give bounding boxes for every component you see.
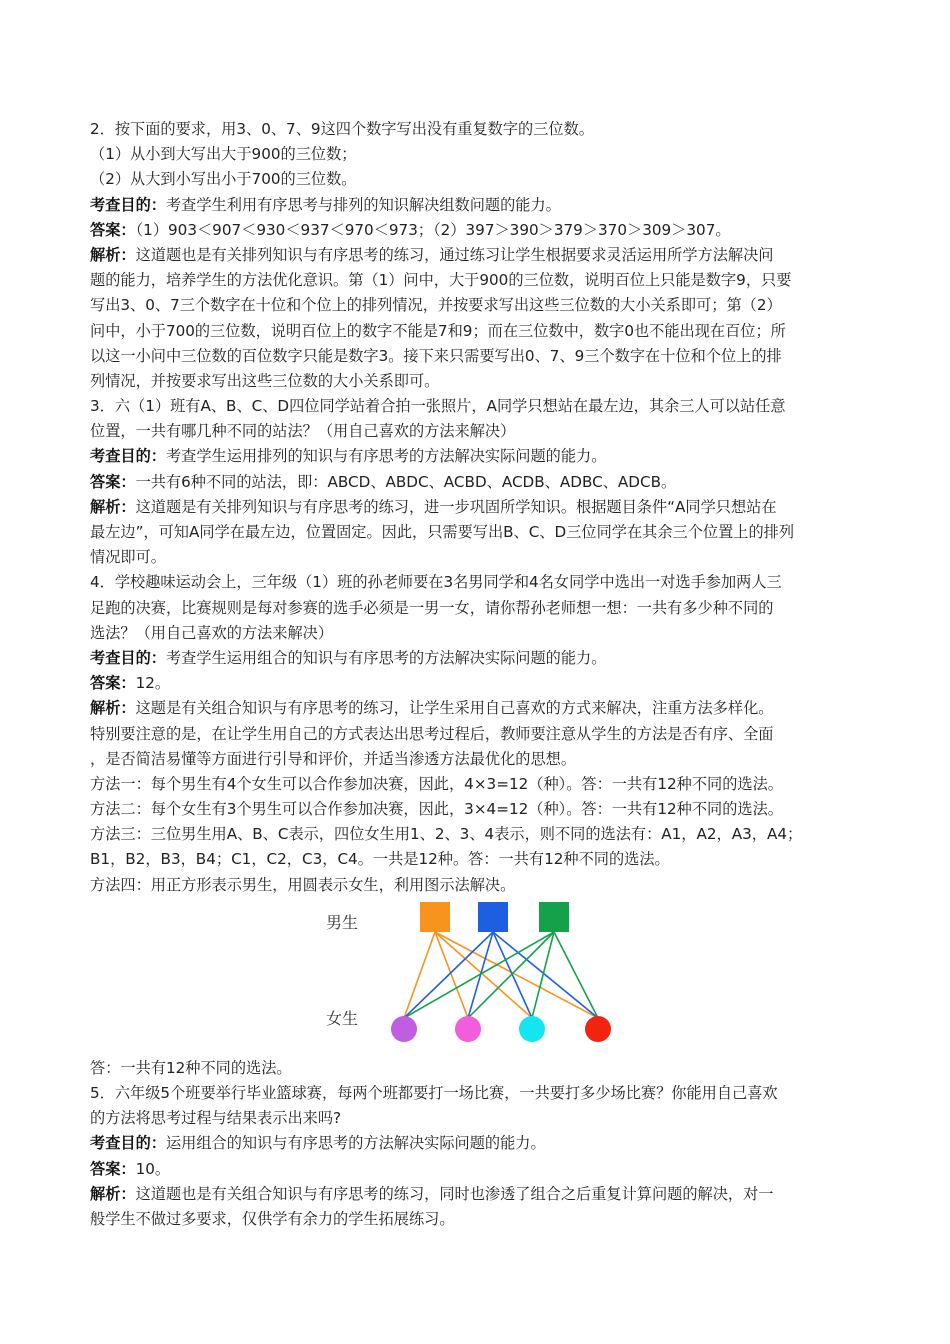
q5-stem-line: 的方法将思考过程与结果表示出来吗? [90,1109,342,1128]
girl-circle-2 [455,1016,481,1042]
girls-label: 女生 [326,1008,359,1028]
q4-answer [90,671,860,696]
girl-circle-1 [391,1016,417,1042]
q3-analysis-line: 最左边”，可知A同学在最左边，位置固定。因此，只需要写出B、C、D三位同学在其余三个位置上的排列 [90,523,795,541]
pairing-edge [404,932,435,1018]
q3-purpose-label: 考查目的： [90,447,166,466]
q5-purpose-text: 运用组合的知识与有序思考的方法解决实际问题的能力。 [165,1134,546,1153]
q3-answer-label: 答案： [90,472,136,491]
q5-analysis-line: 般学生不做过多要求，仅供学有余力的学生拓展练习。 [90,1209,455,1228]
q3-stem-line: 3．六（1）班有A、B、C、D四位同学站着合拍一张照片，A同学只想站在最左边，其余三人可以站任意 [90,397,786,416]
diagram-nodes [391,902,611,1042]
pairing-edge [493,932,598,1018]
q3-purpose-text: 考查学生运用排列的知识与有序思考的方法解决实际问题的能力。 [165,447,607,466]
q4-answer-label: 答案： [90,674,136,693]
q5-analysis-line [90,1182,860,1207]
girl-circle-3 [519,1016,545,1042]
q2-analysis-line: 列情况，并按要求写出这些三位数的大小关系即可。 [90,371,440,390]
q4-method-line: 方法四：用正方形表示男生，用圆表示女生，利用图示法解决。 [90,875,516,894]
q4-method-line: B1，B2，B3，B4；C1，C2，C3，C4。一共是12种。答：一共有12种不同的选法。 [90,850,670,869]
pairing-edge [435,932,468,1018]
q5-stem-line: 5．六年级5个班要举行毕业篮球赛，每两个班都要打一场比赛，一共要打多少场比赛？你能用自己喜欢 [90,1084,778,1102]
q5-purpose-label: 考查目的： [90,1134,166,1153]
q4-answer-text: 12。 [135,674,171,693]
q2-answer-label: 答案： [90,220,136,239]
q3-purpose [90,444,860,469]
q2-purpose [90,193,860,218]
boys-label: 男生 [326,912,359,932]
q2-purpose-text: 考查学生利用有序思考与排列的知识解决组数问题的能力。 [165,195,561,214]
q3-analysis-text: 这道题是有关排列知识与有序思考的练习，进一步巩固所学知识。根据题目条件“A同学只想站在 [135,497,777,516]
q4-final-answer: 答：一共有12种不同的选法。 [90,1058,292,1077]
q2-stem: 2．按下面的要求，用3、0、7、9这四个数字写出没有重复数字的三位数。 [90,120,594,138]
boy-square-3 [539,902,569,932]
q5-purpose [90,1131,860,1156]
q4-purpose-text: 考查学生运用组合的知识与有序思考的方法解决实际问题的能力。 [165,648,607,667]
pairing-diagram-wrap [90,898,860,1056]
q4-analysis-line [90,696,860,721]
q5-answer-label: 答案： [90,1159,136,1178]
boy-square-1 [420,902,450,932]
q5-analysis-label: 解析： [90,1184,136,1203]
q4-analysis-text: 这题是有关组合知识与有序思考的练习，让学生采用自己喜欢的方式来解决，注重方法多样化。 [135,699,774,718]
q2-analysis-label: 解析： [90,245,136,264]
q4-stem-line: 足跑的决赛，比赛规则是每对参赛的选手必须是一男一女，请你帮孙老师想一想：一共有多少种不同的 [90,598,774,617]
boy-square-2 [478,902,508,932]
q4-purpose [90,646,860,671]
q3-analysis-line [90,495,860,520]
q3-answer [90,470,860,495]
q2-analysis-line [90,243,860,268]
pairing-edge [532,932,554,1018]
q3-analysis-label: 解析： [90,497,136,516]
q4-analysis-line: 特别要注意的是，在让学生用自己的方式表达出思考过程后，教师要注意从学生的方法是否有序、全面 [90,724,774,743]
q2-analysis-text: 这道题也是有关排列知识与有序思考的练习，通过练习让学生根据要求灵活运用所学方法解决问 [135,245,774,264]
q4-stem-line: 选法？（用自己喜欢的方法来解决） [90,623,333,642]
q2-answer [90,218,860,243]
q4-method-line: 方法二：每个女生有3个男生可以合作参加决赛，因此，3×4=12（种）。答：一共有12种不同的选法。 [90,800,783,819]
q3-answer-text: 一共有6种不同的站法，即：ABCD、ABDC、ACBD、ACDB、ADBC、ADCB。 [135,472,677,491]
q2-part2: （2）从大到小写出小于700的三位数。 [90,170,357,189]
q4-method-line: 方法三：三位男生用A、B、C表示，四位女生用1、2、3、4表示，则不同的选法有：A1，A2，A3，A4； [90,825,803,844]
q4-analysis-line: ，是否简洁易懂等方面进行引导和评价，并适当渗透方法最优化的思想。 [90,749,576,768]
q2-analysis-line: 问中，小于700的三位数，说明百位上的数字不能是7和9；而在三位数中，数字0也不能出现在百位；所 [90,321,786,340]
q4-stem-line: 4．学校趣味运动会上，三年级（1）班的孙老师要在3名男同学和4名女同学中选出一对选手参加两人三 [90,573,782,592]
q4-purpose-label: 考查目的： [90,648,166,667]
pairing-edge [493,932,532,1018]
q2-analysis-line: 写出3、0、7三个数字在十位和个位上的排列情况，并按要求写出这些三位数的大小关系即可；第（2） [90,296,782,315]
pairing-diagram [320,900,630,1050]
q2-part1: （1）从小到大写出大于900的三位数； [90,145,357,164]
q3-stem-line: 位置，一共有哪几种不同的站法？（用自己喜欢的方法来解决） [90,422,516,441]
q4-analysis-label: 解析： [90,699,136,718]
document-page [90,117,860,1232]
q5-analysis-text: 这道题也是有关组合知识与有序思考的练习，同时也渗透了组合之后重复计算问题的解决，对一 [135,1184,774,1203]
q4-method-line: 方法一：每个男生有4个女生可以合作参加决赛，因此，4×3=12（种）。答：一共有12种不同的选法。 [90,774,783,793]
pairing-edge [554,932,598,1018]
q5-answer [90,1157,860,1182]
q2-analysis-line: 题的能力，培养学生的方法优化意识。第（1）问中，大于900的三位数，说明百位上只能是数字9，只要 [90,271,792,290]
q2-purpose-label: 考查目的： [90,195,166,214]
diagram-edges [404,932,598,1018]
q2-analysis-line: 以这一小问中三位数的百位数字只能是数字3。接下来只需要写出0、7、9三个数字在十位和个位上的排 [90,346,782,365]
q2-answer-text: （1）903＜907＜930＜937＜970＜973；（2）397＞390＞379＞370＞309＞307。 [135,220,731,239]
q3-analysis-line: 情况即可。 [90,548,166,567]
girl-circle-4 [585,1016,611,1042]
q5-answer-text: 10。 [135,1159,171,1178]
